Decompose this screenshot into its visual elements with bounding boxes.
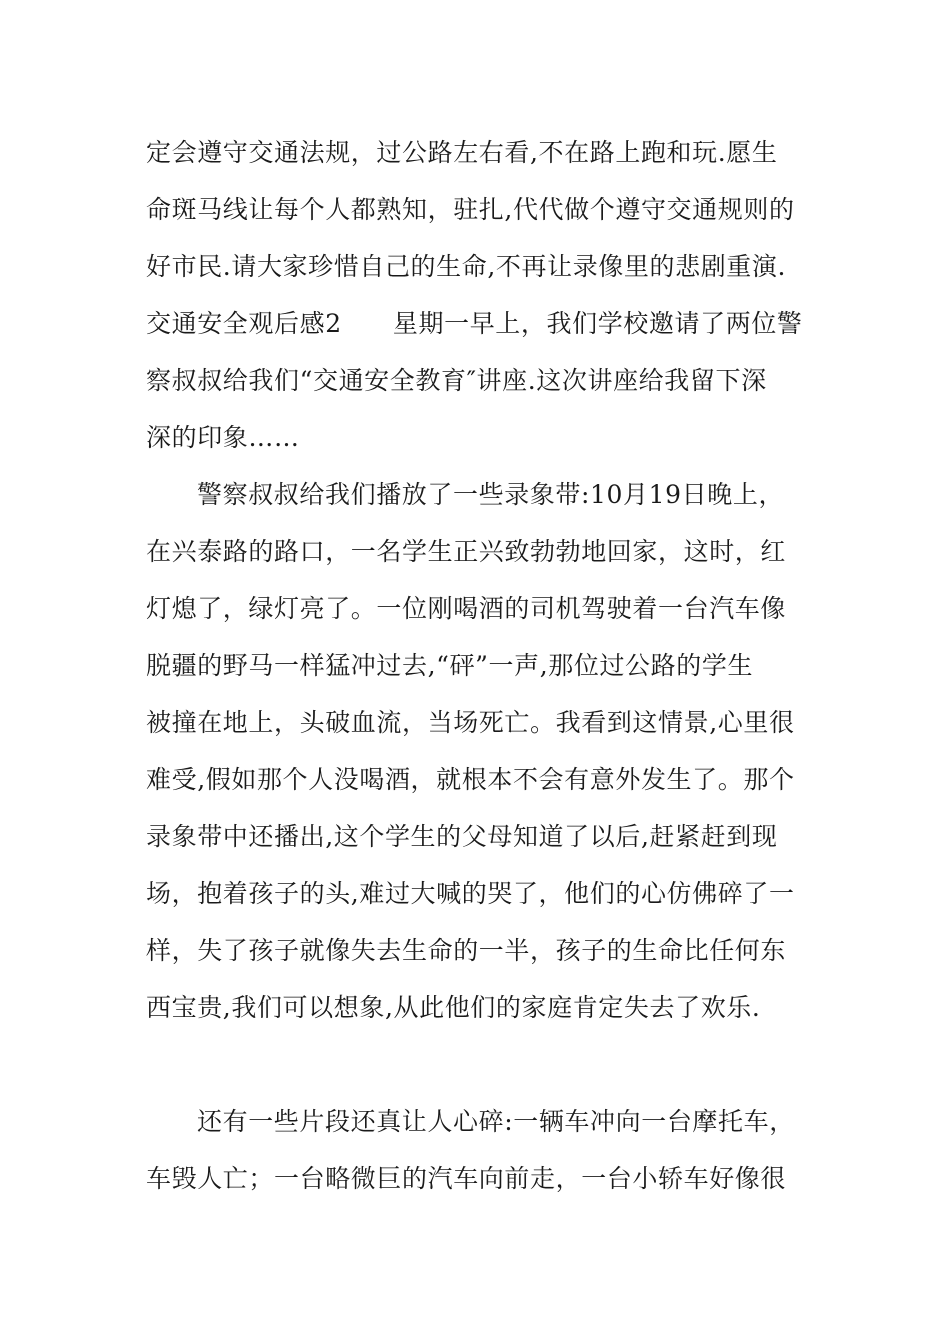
text-line: 交通安全观后感2 星期一早上，我们学校邀请了两位警 bbox=[146, 309, 803, 338]
text-line: 定会遵守交通法规，过公路左右看,不在路上跑和玩.愿生 bbox=[146, 138, 778, 167]
text-line: 录象带中还播出,这个学生的父母知道了以后,赶紧赶到现 bbox=[146, 822, 778, 851]
text-line: 脱疆的野马一样猛冲过去,“砰”一声,那位过公路的学生 bbox=[146, 651, 754, 680]
text-line: 样，失了孩子就像失去生命的一半，孩子的生命比任何东 bbox=[146, 936, 787, 965]
text-line: 灯熄了，绿灯亮了。一位刚喝酒的司机驾驶着一台汽车像 bbox=[146, 594, 787, 623]
text-line: 警察叔叔给我们播放了一些录象带:10月19日晚上， bbox=[197, 480, 785, 509]
text-line: 被撞在地上，头破血流，当场死亡。我看到这情景,心里很 bbox=[146, 708, 795, 737]
text-line: 还有一些片段还真让人心碎:一辆车冲向一台摩托车， bbox=[197, 1107, 795, 1136]
text-line: 场，抱着孩子的头,难过大喊的哭了，他们的心仿佛碎了一 bbox=[146, 879, 795, 908]
text-line: 好市民.请大家珍惜自己的生命,不再让录像里的悲剧重演. bbox=[146, 252, 787, 281]
text-line: 察叔叔给我们“交通安全教育″讲座.这次讲座给我留下深 bbox=[146, 366, 767, 395]
text-line: 命斑马线让每个人都熟知，驻扎,代代做个遵守交通规则的 bbox=[146, 195, 795, 224]
text-line: 难受,假如那个人没喝酒，就根本不会有意外发生了。那个 bbox=[146, 765, 795, 794]
text-line: 西宝贵,我们可以想象,从此他们的家庭肯定失去了欢乐. bbox=[146, 993, 761, 1022]
text-line: 在兴泰路的路口，一名学生正兴致勃勃地回家，这时，红 bbox=[146, 537, 787, 566]
text-line: 深的印象…… bbox=[146, 423, 300, 452]
text-line: 车毁人亡；一台略微巨的汽车向前走，一台小轿车好像很 bbox=[146, 1164, 787, 1193]
